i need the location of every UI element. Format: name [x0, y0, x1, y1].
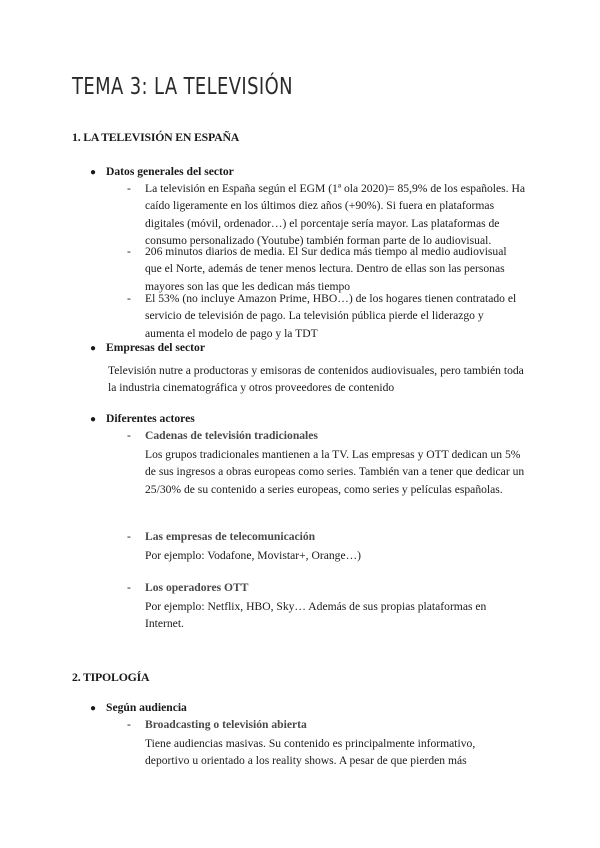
dash-icon: -: [127, 245, 131, 258]
list-item-text: La televisión en España según el EGM (1ª ola 2020)= 85,9% de los españoles. Ha caído ligeramente en los últimos diez años (+90%). Si fuera en plataformas digitales (móvil, ordenador…) el porcentaje sería mayor. Las plataformas de consumo personalizado (Youtube) también forman parte de lo audiovisual.: [145, 182, 526, 248]
bullet-label: Según audiencia: [106, 701, 187, 714]
subheading-cadenas: [127, 429, 318, 442]
bullet-segun-audiencia: [90, 701, 187, 714]
subheading-label: Broadcasting o televisión abierta: [145, 718, 307, 731]
subheading-ott: [127, 581, 249, 594]
broadcasting-paragraph: Tiene audiencias masivas. Su contenido es principalmente informativo, deportivo u orientado a los reality shows. A pesar de que pierden más: [145, 737, 476, 768]
subheading-label: Las empresas de telecomunicación: [145, 530, 316, 543]
bullet-dot-icon: ●: [90, 703, 97, 714]
list-item-text: El 53% (no incluye Amazon Prime, HBO…) de los hogares tienen contratado el servicio de televisión de pago. La televisión pública pierde el liderazgo y aumenta el modelo de pago y la TDT: [145, 292, 517, 340]
dash-icon: -: [127, 530, 131, 543]
bullet-label: Diferentes actores: [106, 412, 195, 425]
list-item: [127, 180, 526, 248]
bullet-label: Empresas del sector: [106, 341, 205, 354]
telecomunicacion-paragraph: Por ejemplo: Vodafone, Movistar+, Orange…): [145, 549, 362, 562]
page-title: TEMA 3: LA TELEVISIÓN: [72, 74, 293, 100]
list-item: [127, 290, 522, 342]
dash-icon: -: [127, 182, 131, 195]
section-1-heading: 1. LA TELEVISIÓN EN ESPAÑA: [72, 130, 240, 144]
bullet-dot-icon: ●: [90, 167, 97, 178]
subheading-broadcasting: [127, 718, 307, 731]
empresas-paragraph: Televisión nutre a productoras y emisoras de contenidos audiovisuales, pero también toda la industria cinematográfica y otros proveedores de contenido: [108, 364, 524, 395]
dash-icon: -: [127, 429, 131, 442]
subheading-telecomunicacion: [127, 530, 315, 543]
bullet-empresas-sector: [90, 341, 205, 354]
bullet-diferentes-actores: [90, 412, 195, 425]
bullet-datos-generales: [90, 165, 234, 178]
dash-icon: -: [127, 292, 131, 305]
cadenas-paragraph: Los grupos tradicionales mantienen a la TV. Las empresas y OTT dedican un 5% de sus ingresos a obras europeas como series. También van a tener que dedicar un 25/30% de su contenido a series europeas, como series y películas españolas.: [145, 448, 525, 496]
dash-icon: -: [127, 718, 131, 731]
bullet-label: Datos generales del sector: [106, 165, 234, 178]
subheading-label: Los operadores OTT: [145, 581, 249, 594]
subheading-label: Cadenas de televisión tradicionales: [145, 429, 318, 442]
list-item: [127, 243, 522, 295]
ott-paragraph: Por ejemplo: Netflix, HBO, Sky… Además de sus propias plataformas en Internet.: [145, 600, 487, 631]
list-item-text: 206 minutos diarios de media. El Sur dedica más tiempo al medio audiovisual que el Norte, además de tener menos lectura. Dentro de ellas son las personas mayores son las que les dedican más tiempo: [145, 245, 507, 293]
bullet-dot-icon: ●: [90, 343, 97, 354]
dash-icon: -: [127, 581, 131, 594]
section-2-heading: 2. TIPOLOGÍA: [72, 670, 150, 684]
bullet-dot-icon: ●: [90, 414, 97, 425]
